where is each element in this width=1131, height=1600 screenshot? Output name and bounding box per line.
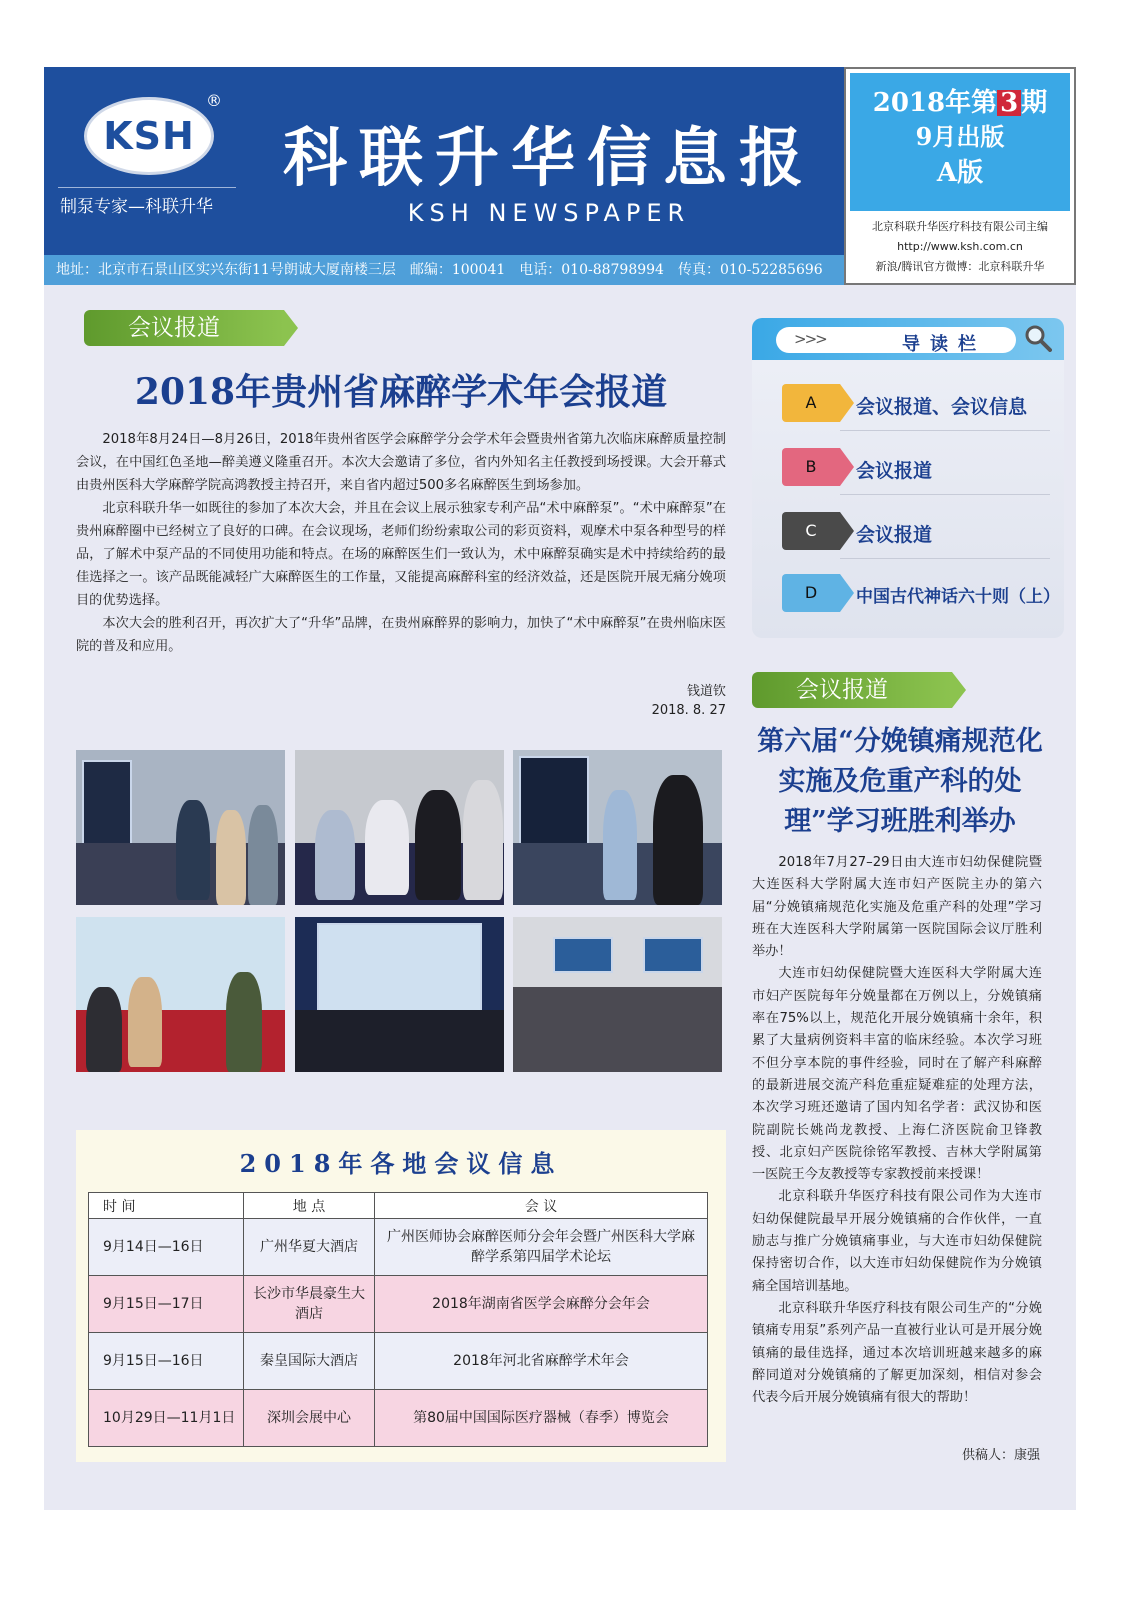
article-author: 钱道钦 xyxy=(686,684,726,699)
guide-item-c[interactable] xyxy=(782,506,1052,554)
slogan: 制泵专家—科联升华 xyxy=(60,197,213,217)
publisher-text: 北京科联升华医疗科技有限公司主编 xyxy=(872,220,1048,233)
issue-banner xyxy=(850,73,1070,211)
guide-item-d[interactable] xyxy=(782,568,1060,616)
logo-text: KSH xyxy=(103,114,195,158)
paragraph: 大连市妇幼保健院暨大连医科大学附属大连市妇产医院每年分娩量都在万例以上，分娩镇痛率在75%以上，规范化开展分娩镇痛十余年，积累了大量病例资料丰富的临床经验。本次学习班不但分享本院的事件经验，同时在了解产科麻醉的最新进展交流产科危重症疑难症的处理方法，本次学习班还邀请了国内知名学者：武汉协和医院副院长姚尚龙教授、上海仁济医院俞卫锋教授、北京妇产医院徐铭军教授、吉林大学附属第一医院王今友教授等专家教授前来授课！ xyxy=(752,966,1042,1183)
issue-number-line xyxy=(850,87,1070,119)
cell-meeting: 第80届中国国际医疗器械（春季）博览会 xyxy=(375,1390,708,1447)
cell-time: 9月15日—17日 xyxy=(89,1276,244,1333)
guide-badge: C xyxy=(782,512,840,550)
arrows-icon: >>> xyxy=(794,330,826,348)
conference-photo xyxy=(513,917,722,1072)
paragraph: 北京科联升华一如既往的参加了本次大会，并且在会议上展示独家专利产品“术中麻醉泵”。“术中麻醉泵”在贵州麻醉圈中已经树立了良好的口碑。在会议现场，老师们纷纷索取公司的彩页资料，观摩术中泵各种型号的样品，了解术中泵产品的不同使用功能和特点。在场的麻醉医生们一致认为，术中麻醉泵确实是术中持续给药的最佳选择之一。该产品既能减轻广大麻醉医生的工作量，又能提高麻醉科室的经济效益，还是医院开展无痛分娩项目的优势选择。 xyxy=(76,501,726,608)
meeting-table xyxy=(88,1192,708,1447)
table-row xyxy=(89,1333,708,1390)
website-link[interactable]: http://www.ksh.com.cn xyxy=(897,240,1023,253)
guide-item-b[interactable] xyxy=(782,442,1052,490)
guide-item-label: 会议报道 xyxy=(856,524,933,546)
masthead xyxy=(44,67,844,255)
divider xyxy=(840,430,1050,431)
cell-place: 秦皇国际大酒店 xyxy=(244,1333,375,1390)
table-row xyxy=(89,1276,708,1333)
conference-photo xyxy=(76,917,285,1072)
conference-photo xyxy=(295,917,504,1072)
guide-item-label: 会议报道 xyxy=(856,460,933,482)
paragraph: 本次大会的胜利召开，再次扩大了“升华”品牌，在贵州麻醉界的影响力，加快了“术中麻醉泵”在贵州临床医院的普及和应用。 xyxy=(76,616,726,654)
header-place: 地 点 xyxy=(244,1193,375,1219)
side-article-author: 供稿人：康强 xyxy=(961,1448,1040,1463)
table-row xyxy=(89,1219,708,1276)
cell-meeting: 2018年河北省麻醉学术年会 xyxy=(375,1333,708,1390)
table-row xyxy=(89,1390,708,1447)
cell-time: 9月14日—16日 xyxy=(89,1219,244,1276)
side-article-title: 第六届“分娩镇痛规范化实施及危重产科的处理”学习班胜利举办 xyxy=(757,726,1043,837)
issue-info xyxy=(850,217,1070,277)
cell-meeting: 广州医师协会麻醉医师分会年会暨广州医科大学麻醉学系第四届学术论坛 xyxy=(375,1219,708,1276)
paragraph: 北京科联升华医疗科技有限公司生产的“分娩镇痛专用泵”系列产品一直被行业认可是开展分娩镇痛的最佳选择，通过本次培训班越来越多的麻醉同道对分娩镇痛的了解更加深刻，相信对参会代表今后开展分娩镇痛有很大的帮助！ xyxy=(752,1300,1042,1406)
reading-guide xyxy=(752,318,1064,638)
guide-badge: D xyxy=(782,574,840,612)
header-time: 时 间 xyxy=(89,1193,244,1219)
table-header-row xyxy=(89,1193,708,1219)
guide-item-a[interactable] xyxy=(782,378,1052,426)
conference-photo xyxy=(76,750,285,905)
main-article-body xyxy=(76,428,726,658)
article-date: 2018. 8. 27 xyxy=(651,703,726,718)
issue-suffix: 期 xyxy=(1021,88,1048,118)
cell-meeting: 2018年湖南省医学会麻醉分会年会 xyxy=(375,1276,708,1333)
registered-mark: ® xyxy=(206,91,222,110)
cell-place: 长沙市华晨豪生大酒店 xyxy=(244,1276,375,1333)
issue-edition: A版 xyxy=(936,158,984,188)
magnifier-icon xyxy=(1024,324,1052,352)
paragraph: 2018年7月27–29日由大连市妇幼保健院暨大连医科大学附属大连市妇产医院主办的第六届“分娩镇痛规范化实施及危重产科的处理”学习班在大连医科大学附属第一医院国际会议厅胜利举办！ xyxy=(752,855,1042,960)
issue-number: 3 xyxy=(997,90,1021,116)
address-bar: 地址：北京市石景山区实兴东街11号朗诚大厦南楼三层 邮编：100041 电话：010-88798994 传真：010-52285696 xyxy=(44,255,844,285)
conference-photo xyxy=(295,750,504,905)
guide-title: 导读栏 xyxy=(902,334,986,355)
issue-month: 9月出版 xyxy=(915,122,1005,151)
paragraph: 北京科联升华医疗科技有限公司作为大连市妇幼保健院最早开展分娩镇痛的合作伙伴，一直励志与推广分娩镇痛事业，与大连市妇幼保健院保持密切合作，以大连市妇幼保健院作为分娩镇痛全国培训基地。 xyxy=(752,1189,1042,1294)
newspaper-subtitle: KSH NEWSPAPER xyxy=(407,199,691,227)
divider xyxy=(840,494,1050,495)
newspaper-title: 科联升华信息报 xyxy=(283,121,815,196)
guide-header xyxy=(752,318,1064,360)
side-article-body xyxy=(752,852,1042,1409)
paragraph: 2018年8月24日—8月26日，2018年贵州省医学会麻醉学分会学术年会暨贵州省第九次临床麻醉质量控制会议，在中国红色圣地—醉美遵义隆重召开。本次大会邀请了多位，省内外知名主任教授到场授课。大会开幕式由贵州医科大学麻醉学院高鸿教授主持召开，来自省内超过500多名麻醉医生到场参加。 xyxy=(76,432,726,493)
guide-badge: A xyxy=(782,384,840,422)
cell-time: 9月15日—16日 xyxy=(89,1333,244,1390)
section-tag-left: 会议报道 xyxy=(84,310,284,346)
ksh-logo xyxy=(84,97,214,175)
weibo-text: 新浪/腾讯官方微博：北京科联升华 xyxy=(875,260,1045,273)
meeting-info-box xyxy=(76,1130,726,1462)
cell-place: 广州华夏大酒店 xyxy=(244,1219,375,1276)
guide-badge: B xyxy=(782,448,840,486)
guide-item-label: 中国古代神话六十则（上） xyxy=(856,587,1060,607)
guide-item-label: 会议报道、会议信息 xyxy=(856,396,1028,418)
conference-photo xyxy=(513,750,722,905)
logo-divider xyxy=(58,187,236,188)
divider xyxy=(840,558,1050,559)
main-article-title: 2018年贵州省麻醉学术年会报道 xyxy=(134,371,668,413)
meeting-info-title: 2018年各地会议信息 xyxy=(239,1149,563,1178)
issue-box xyxy=(844,67,1076,285)
cell-place: 深圳会展中心 xyxy=(244,1390,375,1447)
issue-year: 2018年第 xyxy=(872,88,998,118)
section-tag-right: 会议报道 xyxy=(752,672,952,708)
header-meeting: 会 议 xyxy=(375,1193,708,1219)
cell-time: 10月29日—11月1日 xyxy=(89,1390,244,1447)
